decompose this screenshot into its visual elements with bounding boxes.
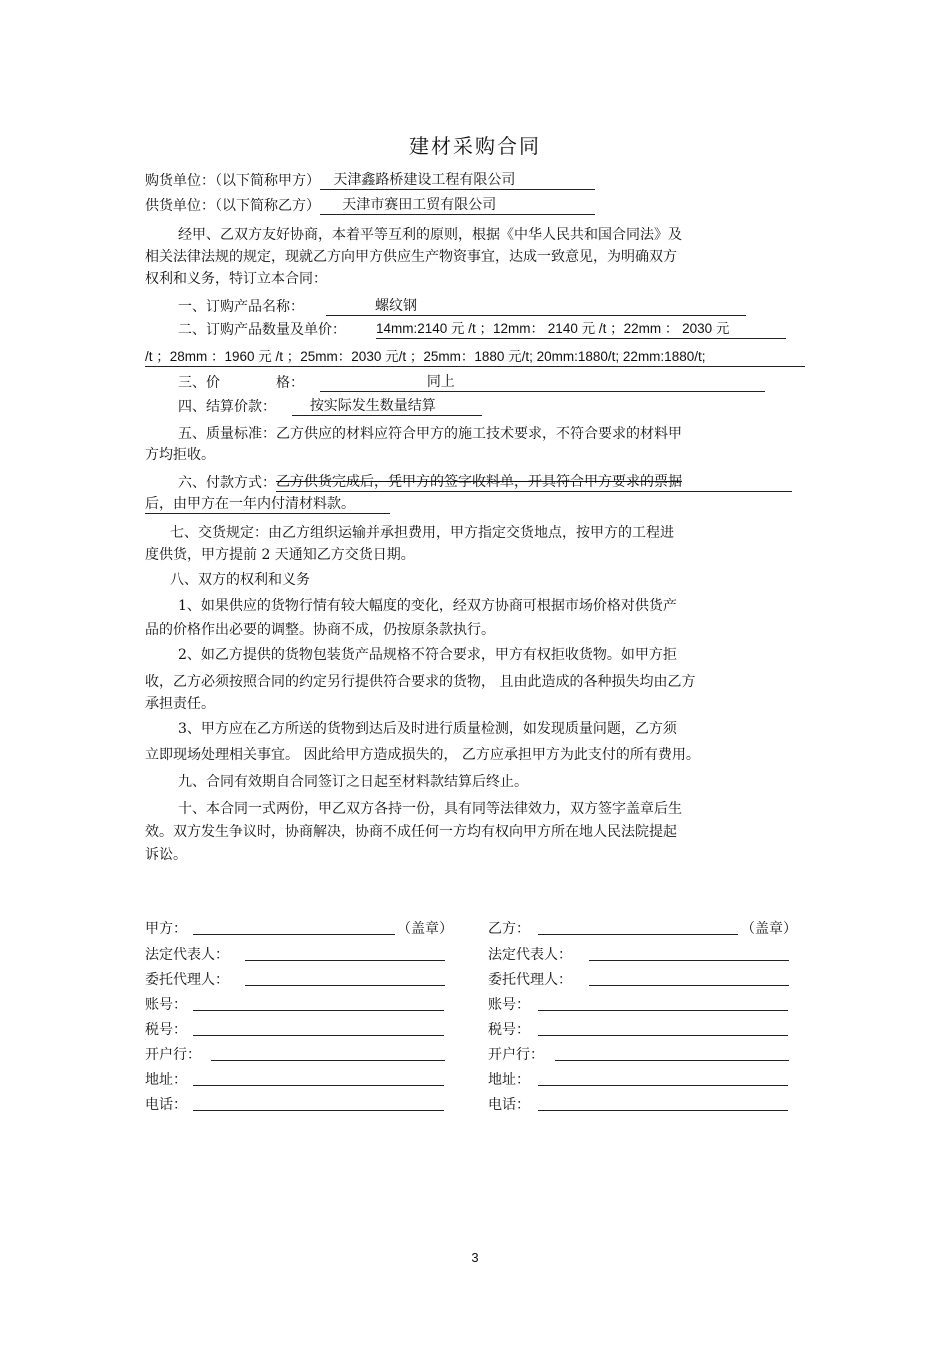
clause6-value-2: 后，由甲方在一年内付清材料款。: [145, 496, 355, 512]
party-b-address-label: 地址：: [488, 1072, 530, 1088]
buyer-row: [145, 171, 595, 190]
party-a-account-blank[interactable]: [193, 1010, 444, 1011]
clause1-label: 一、订购产品名称：: [178, 299, 304, 315]
party-b-address-blank[interactable]: [538, 1085, 788, 1086]
clause8-item2-line-2: 收，乙方必须按照合同的约定另行提供符合要求的货物， 且由此造成的各种损失均由乙方: [145, 674, 696, 690]
seller-label: 供货单位：（以下简称乙方）: [145, 198, 320, 214]
party-a-rep-label: 法定代表人：: [145, 947, 229, 963]
party-a-bank-blank[interactable]: [211, 1060, 445, 1061]
clause6-field-1: [276, 473, 792, 492]
party-a-blank[interactable]: [193, 934, 395, 935]
clause1-value: 螺纹钢: [374, 298, 417, 314]
party-a-seal: （盖章）: [397, 921, 453, 937]
party-b-bank-blank[interactable]: [555, 1060, 789, 1061]
buyer-label: 购货单位：（以下简称甲方）: [145, 173, 320, 189]
clause2-field-2: [145, 348, 805, 367]
clause10-line-1: 十、本合同一式两份，甲乙双方各持一份，具有同等法律效力，双方签字盖章后生: [178, 801, 682, 817]
party-a-label: 甲方：: [145, 921, 187, 937]
party-b-blank[interactable]: [538, 934, 738, 935]
party-b-seal: （盖章）: [741, 921, 797, 937]
buyer-value: 天津鑫路桥建设工程有限公司: [333, 172, 516, 188]
clause8-item2-line-3: 承担责任。: [145, 696, 215, 712]
clause8-item1-line-2: 品的价格作出必要的调整。协商不成，仍按原条款执行。: [145, 622, 495, 638]
party-b-label: 乙方：: [488, 921, 530, 937]
party-a-phone-label: 电话：: [145, 1097, 187, 1113]
clause8-item2-line-1: 2、如乙方提供的货物包装货产品规格不符合要求，甲方有权拒收货物。如甲方拒: [178, 647, 677, 663]
clause6-field-2: [145, 495, 390, 514]
clause10-line-3: 诉讼。: [145, 847, 187, 863]
party-a-agent-blank[interactable]: [245, 985, 445, 986]
clause3-label: 三、价 格：: [178, 375, 304, 391]
clause2-row: [178, 320, 786, 339]
party-a-bank-label: 开户行：: [145, 1047, 201, 1063]
clause9: 九、合同有效期自合同签订之日起至材料款结算后终止。: [178, 774, 528, 790]
intro-line-3: 权利和义务，特订立本合同：: [145, 271, 327, 287]
party-b-account-blank[interactable]: [538, 1010, 788, 1011]
clause4-label: 四、结算价款：: [178, 399, 276, 415]
party-b-rep-blank[interactable]: [589, 960, 789, 961]
party-b-account-label: 账号：: [488, 997, 530, 1013]
clause4-row: [178, 397, 482, 416]
clause7-line-1: 七、交货规定：由乙方组织运输并承担费用，甲方指定交货地点，按甲方的工程进: [170, 525, 674, 541]
clause8-item3-line-2: 立即现场处理相关事宜。 因此给甲方造成损失的， 乙方应承担甲方为此支付的所有费用。: [145, 747, 700, 763]
clause6-row-2: [145, 495, 390, 514]
clause1-field: [326, 297, 746, 316]
seller-row: [145, 196, 595, 215]
seller-field: [320, 196, 595, 215]
page-number: 3: [471, 1250, 479, 1265]
party-b-agent-blank[interactable]: [589, 985, 789, 986]
clause2-value-2: /t ；28mm ：1960 元 /t ；25mm：2030 元/t ；25mm：1880 元/t; 20mm:1880/t; 22mm:1880/t;: [145, 349, 706, 364]
party-b-tax-blank[interactable]: [538, 1035, 788, 1036]
party-a-agent-label: 委托代理人：: [145, 972, 229, 988]
clause5-line-2: 方均拒收。: [145, 447, 215, 463]
party-a-address-blank[interactable]: [193, 1085, 444, 1086]
clause3-row: [178, 373, 765, 392]
clause2-value-1: 14mm:2140 元 /t ；12mm： 2140 元 /t ；22mm ： 2030 元: [376, 321, 730, 336]
party-b-rep-label: 法定代表人：: [488, 947, 572, 963]
buyer-field: [320, 171, 595, 190]
seller-value: 天津市赛田工贸有限公司: [342, 197, 497, 213]
party-b-agent-label: 委托代理人：: [488, 972, 572, 988]
clause2-field-1: [376, 320, 786, 339]
clause4-value: 按实际发生数量结算: [309, 398, 436, 414]
party-a-tax-label: 税号：: [145, 1022, 187, 1038]
clause8-item3-line-1: 3、甲方应在乙方所送的货物到达后及时进行质量检测，如发现质量问题，乙方须: [178, 721, 677, 737]
party-b-bank-label: 开户行：: [488, 1047, 544, 1063]
party-a-rep-blank[interactable]: [245, 960, 445, 961]
clause6-label: 六、付款方式：: [178, 475, 276, 491]
clause10-line-2: 效。双方发生争议时，协商解决，协商不成任何一方均有权向甲方所在地人民法院提起: [145, 824, 677, 840]
clause3-value: 同上: [426, 374, 455, 390]
clause8-heading: 八、双方的权利和义务: [170, 572, 310, 588]
clause2-label: 二、订购产品数量及单价：: [178, 322, 346, 338]
contract-title: 建材采购合同: [409, 134, 541, 158]
clause4-field: [292, 397, 482, 416]
clause8-item1-line-1: 1、如果供应的货物行情有较大幅度的变化，经双方协商可根据市场价格对供货产: [178, 598, 677, 614]
clause7-line-2: 度供货，甲方提前 2 天通知乙方交货日期。: [145, 547, 415, 563]
intro-line-2: 相关法律法规的规定，现就乙方向甲方供应生产物资事宜，达成一致意见，为明确双方: [145, 249, 677, 265]
clause6-value-1: 乙方供货完成后，凭甲方的签字收料单，开具符合甲方要求的票据: [276, 474, 682, 490]
party-a-tax-blank[interactable]: [193, 1035, 444, 1036]
party-a-account-label: 账号：: [145, 997, 187, 1013]
party-b-tax-label: 税号：: [488, 1022, 530, 1038]
clause6-row-1: [178, 473, 792, 492]
party-a-address-label: 地址：: [145, 1072, 187, 1088]
clause3-field: [320, 373, 765, 392]
clause5-line-1: 五、质量标准：乙方供应的材料应符合甲方的施工技术要求，不符合要求的材料甲: [178, 426, 682, 442]
clause1-row: [178, 297, 746, 316]
party-b-phone-blank[interactable]: [538, 1110, 788, 1111]
party-b-phone-label: 电话：: [488, 1097, 530, 1113]
party-a-phone-blank[interactable]: [193, 1110, 444, 1111]
intro-line-1: 经甲、乙双方友好协商，本着平等互利的原则，根据《中华人民共和国合同法》及: [178, 227, 682, 243]
clause2-row-2: [145, 348, 805, 367]
